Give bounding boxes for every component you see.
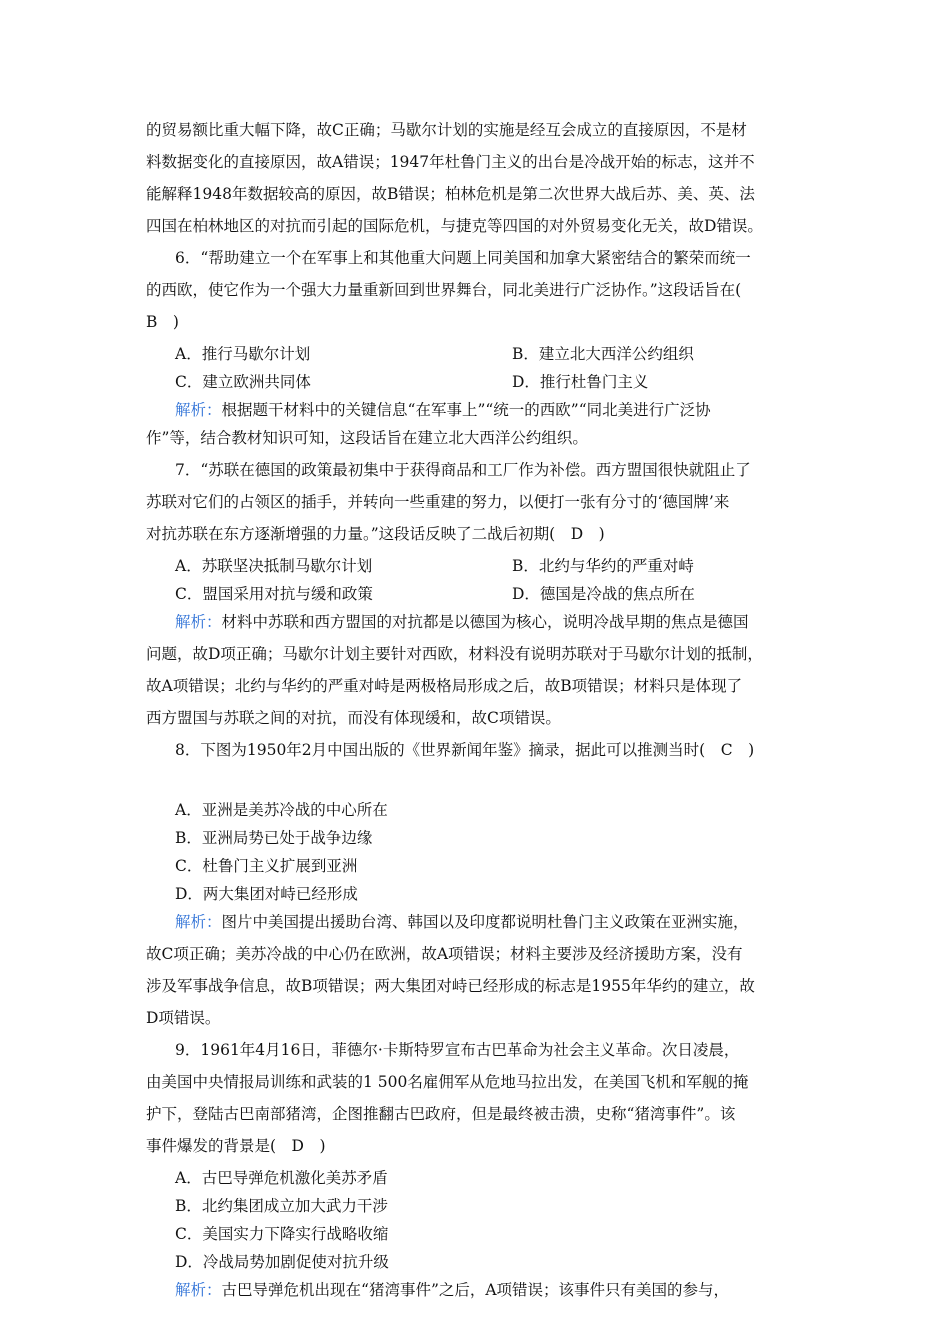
- option-b: B．北约与华约的严重对峙: [512, 557, 694, 575]
- option-c: C．建立欧洲共同体: [175, 373, 311, 391]
- text-line: D项错误。: [146, 1009, 221, 1027]
- analysis-9: 解析：古巴导弹危机出现在“猪湾事件”之后，A项错误；该事件只有美国的参与，: [175, 1281, 730, 1299]
- analysis-label: 解析：: [175, 1281, 222, 1299]
- analysis-label: 解析：: [175, 401, 222, 419]
- text-line: 四国在柏林地区的对抗而引起的国际危机，与捷克等四国的对外贸易变化无关，故D错误。: [146, 217, 763, 235]
- question-7-stem: 苏联对它们的占领区的插手，并转向一些重建的努力，以便打一张有分寸的‘德国牌’来: [146, 493, 730, 511]
- option-a: A．亚洲是美苏冷战的中心所在: [175, 801, 388, 819]
- analysis-6: 解析：根据题干材料中的关键信息“在军事上”“统一的西欧”“同北美进行广泛协: [175, 401, 711, 419]
- question-6-stem: 6．“帮助建立一个在军事上和其他重大问题上同美国和加拿大紧密结合的繁荣而统一: [175, 249, 751, 267]
- option-d: D．两大集团对峙已经形成: [175, 885, 358, 903]
- question-6-answer: B ): [146, 313, 179, 331]
- text-line: 的贸易额比重大幅下降，故C正确；马歇尔计划的实施是经互会成立的直接原因，不是材: [146, 121, 747, 139]
- option-a: A．古巴导弹危机激化美苏矛盾: [175, 1169, 388, 1187]
- option-c: C．美国实力下降实行战略收缩: [175, 1225, 389, 1243]
- analysis-7: 解析：材料中苏联和西方盟国的对抗都是以德国为核心，说明冷战早期的焦点是德国: [175, 613, 749, 631]
- option-d: D．冷战局势加剧促使对抗升级: [175, 1253, 389, 1271]
- option-b: B．北约集团成立加大武力干涉: [175, 1197, 388, 1215]
- analysis-label: 解析：: [175, 913, 222, 931]
- option-c: C．盟国采用对抗与缓和政策: [175, 585, 373, 603]
- text-line: 西方盟国与苏联之间的对抗，而没有体现缓和，故C项错误。: [146, 709, 561, 727]
- question-6-stem: 的西欧，使它作为一个强大力量重新回到世界舞台，同北美进行广泛协作。”这段话旨在(: [146, 281, 742, 299]
- question-8-stem: 8．下图为1950年2月中国出版的《世界新闻年鉴》摘录，据此可以推测当时( C ): [175, 741, 755, 759]
- option-d: D．推行杜鲁门主义: [512, 373, 649, 391]
- option-b: B．建立北大西洋公约组织: [512, 345, 694, 363]
- question-7-stem: 对抗苏联在东方逐渐增强的力量。”这段话反映了二战后初期( D ): [146, 525, 605, 543]
- question-7-stem: 7．“苏联在德国的政策最初集中于获得商品和工厂作为补偿。西方盟国很快就阻止了: [175, 461, 751, 479]
- option-d: D．德国是冷战的焦点所在: [512, 585, 695, 603]
- text-line: 故C项正确；美苏冷战的中心仍在欧洲，故A项错误；材料主要涉及经济援助方案，没有: [146, 945, 743, 963]
- option-a: A．苏联坚决抵制马歇尔计划: [175, 557, 373, 575]
- text-line: 作”等，结合教材知识可知，这段话旨在建立北大西洋公约组织。: [146, 429, 588, 447]
- question-9-stem: 事件爆发的背景是( D ): [146, 1137, 326, 1155]
- question-9-stem: 9．1961年4月16日，菲德尔·卡斯特罗宣布古巴革命为社会主义革命。次日凌晨，: [175, 1041, 740, 1059]
- question-9-stem: 护下，登陆古巴南部猪湾，企图推翻古巴政府，但是最终被击溃，史称“猪湾事件”。该: [146, 1105, 736, 1123]
- text-line: 故A项错误；北约与华约的严重对峙是两极格局形成之后，故B项错误；材料只是体现了: [146, 677, 743, 695]
- option-c: C．杜鲁门主义扩展到亚洲: [175, 857, 358, 875]
- analysis-label: 解析：: [175, 613, 222, 631]
- option-b: B．亚洲局势已处于战争边缘: [175, 829, 373, 847]
- text-line: 料数据变化的直接原因，故A错误；1947年杜鲁门主义的出台是冷战开始的标志，这并不: [146, 153, 755, 171]
- text-line: 涉及军事战争信息，故B项错误；两大集团对峙已经形成的标志是1955年华约的建立，故: [146, 977, 755, 995]
- analysis-8: 解析：图片中美国提出援助台湾、韩国以及印度都说明杜鲁门主义政策在亚洲实施，: [175, 913, 749, 931]
- text-line: 能解释1948年数据较高的原因，故B错误；柏林危机是第二次世界大战后苏、美、英、法: [146, 185, 755, 203]
- text-line: 问题，故D项正确；马歇尔计划主要针对西欧，材料没有说明苏联对于马歇尔计划的抵制，: [146, 645, 763, 663]
- option-a: A．推行马歇尔计划: [175, 345, 311, 363]
- question-9-stem: 由美国中央情报局训练和武装的1 500名雇佣军从危地马拉出发，在美国飞机和军舰的掩: [146, 1073, 749, 1091]
